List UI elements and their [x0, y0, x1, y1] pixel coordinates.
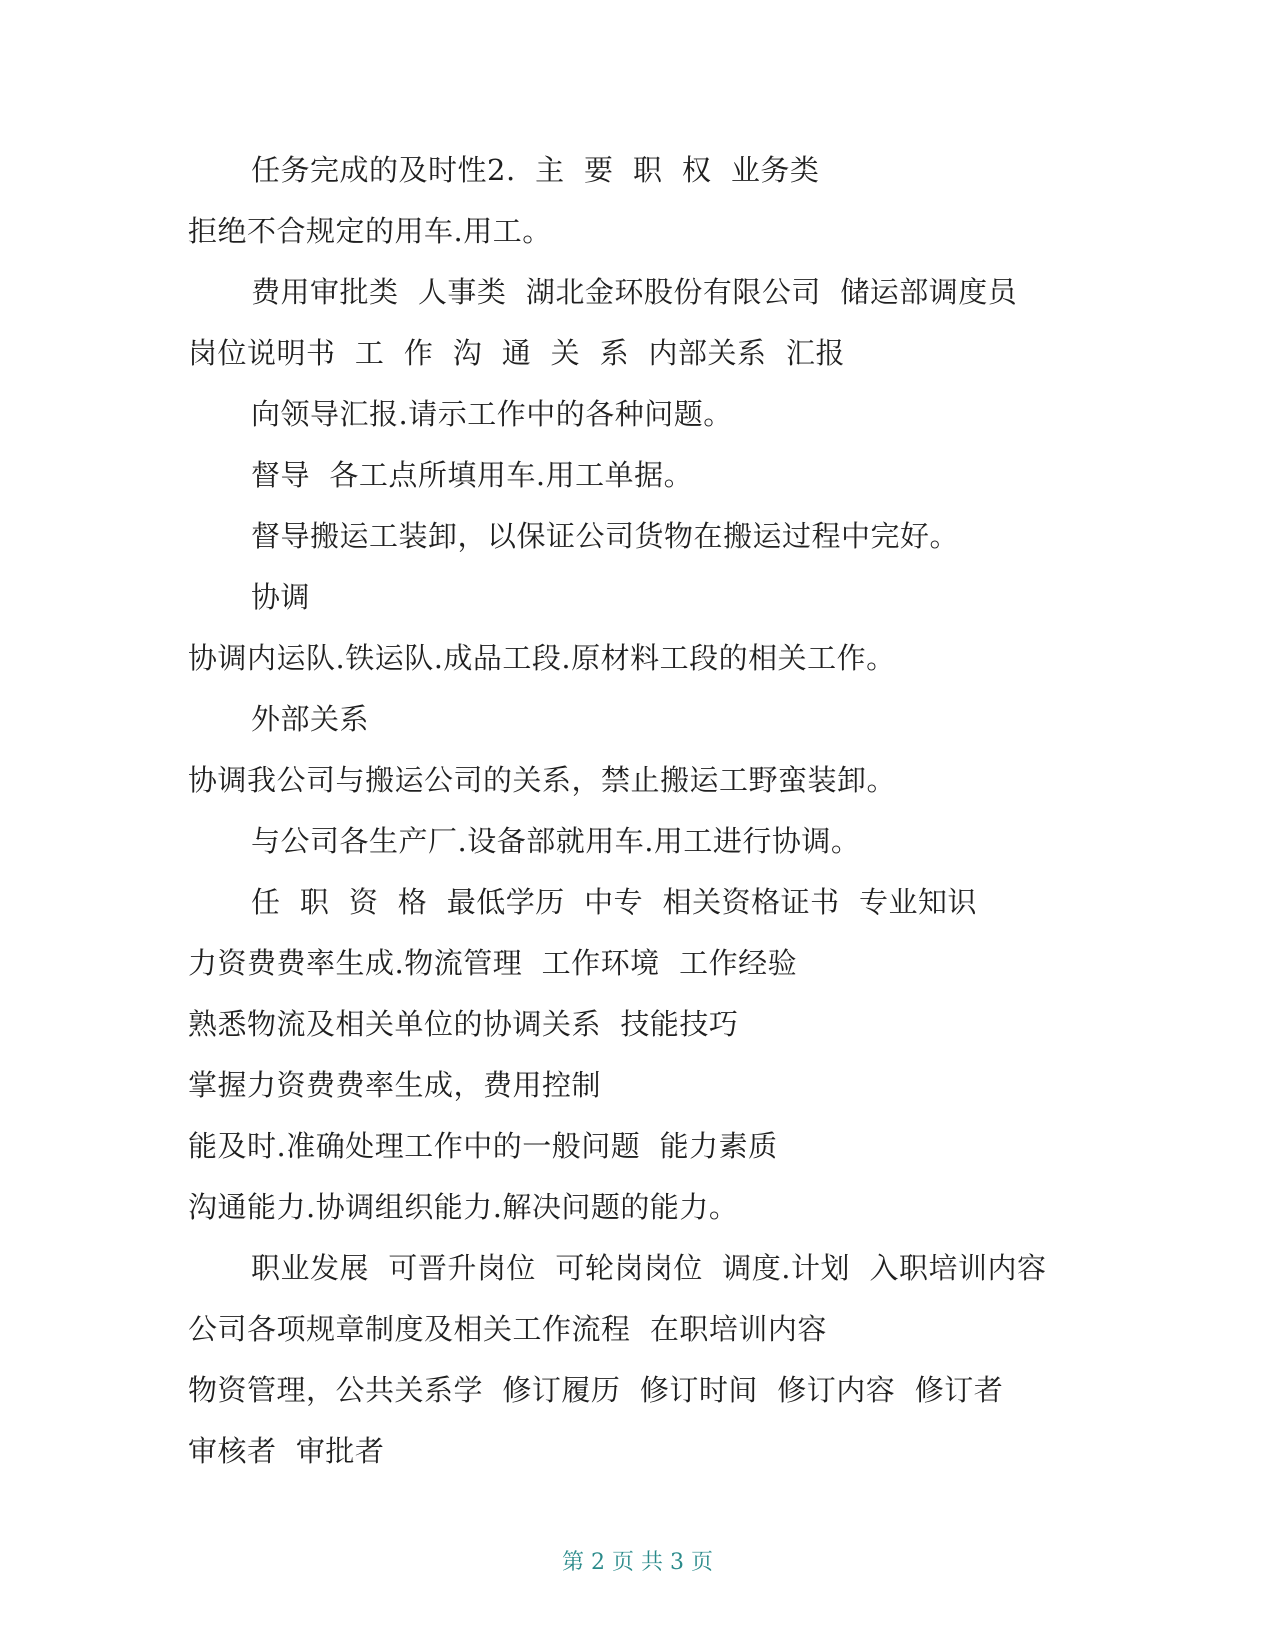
- text-line: 能及时.准确处理工作中的一般问题 能力素质: [188, 1129, 778, 1163]
- text-line: 协调: [251, 580, 311, 614]
- text-line: 拒绝不合规定的用车.用工。: [188, 214, 552, 248]
- page-number-footer: 第 2 页 共 3 页: [562, 1550, 713, 1575]
- text-line: 物资管理，公共关系学 修订履历 修订时间 修订内容 修订者: [188, 1373, 1004, 1407]
- text-line: 职业发展 可晋升岗位 可轮岗岗位 调度.计划 入职培训内容: [251, 1251, 1047, 1285]
- text-line: 公司各项规章制度及相关工作流程 在职培训内容: [188, 1312, 827, 1346]
- text-line: 审核者 审批者: [188, 1434, 385, 1468]
- document-body: [188, 140, 1108, 1482]
- text-line: 沟通能力.协调组织能力.解决问题的能力。: [188, 1190, 739, 1224]
- text-line: 费用审批类 人事类 湖北金环股份有限公司 储运部调度员: [251, 275, 1018, 309]
- text-line: 任 职 资 格 最低学历 中专 相关资格证书 专业知识: [251, 885, 978, 919]
- text-line: 外部关系: [251, 702, 370, 736]
- text-line: 督导 各工点所填用车.用工单据。: [251, 458, 694, 492]
- text-line: 力资费费率生成.物流管理 工作环境 工作经验: [188, 946, 798, 980]
- text-line: 任务完成的及时性2. 主 要 职 权 业务类: [251, 153, 820, 187]
- text-line: 协调内运队.铁运队.成品工段.原材料工段的相关工作。: [188, 641, 896, 675]
- text-line: 向领导汇报.请示工作中的各种问题。: [251, 397, 733, 431]
- text-line: 掌握力资费费率生成，费用控制: [188, 1068, 602, 1102]
- text-line: 与公司各生产厂.设备部就用车.用工进行协调。: [251, 824, 861, 858]
- text-line: 岗位说明书 工 作 沟 通 关 系 内部关系 汇报: [188, 336, 845, 370]
- text-line: 熟悉物流及相关单位的协调关系 技能技巧: [188, 1007, 739, 1041]
- text-line: 督导搬运工装卸，以保证公司货物在搬运过程中完好。: [251, 519, 960, 553]
- text-line: 协调我公司与搬运公司的关系，禁止搬运工野蛮装卸。: [188, 763, 897, 797]
